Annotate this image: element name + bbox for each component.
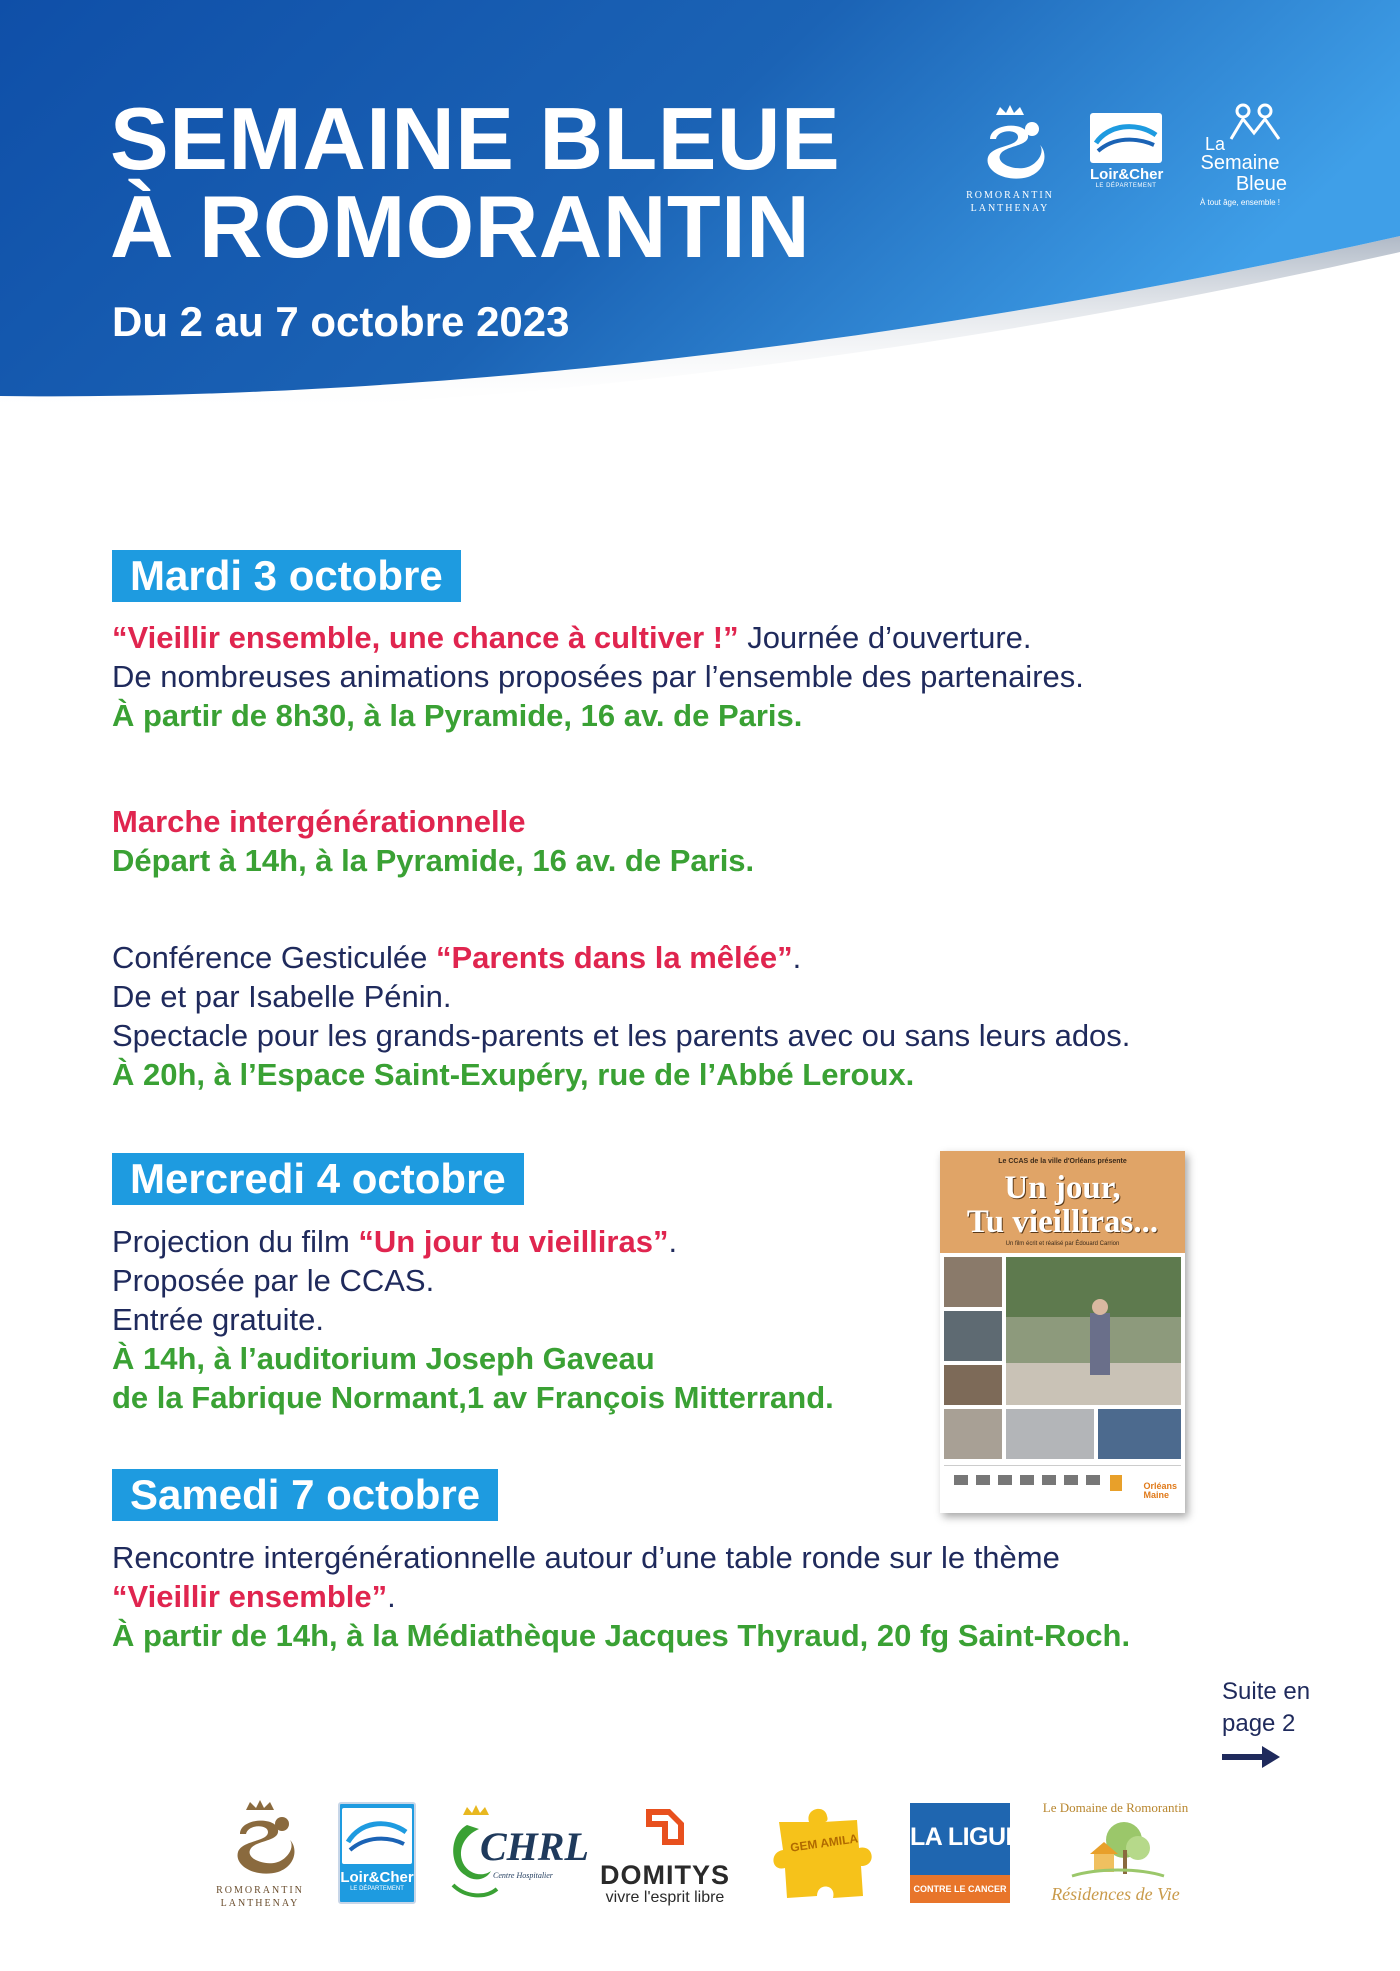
event-opening-type: Journée d’ouverture. bbox=[738, 620, 1032, 655]
event-opening-description: De nombreuses animations proposées par l’ensemble des partenaires. bbox=[112, 659, 1084, 694]
semaine-logo-la: La bbox=[1204, 134, 1226, 154]
film-poster-title-1: Un jour, bbox=[1004, 1170, 1121, 1206]
page-title bbox=[110, 89, 841, 276]
suite-line-1: Suite en bbox=[1222, 1678, 1311, 1705]
footer-la-ligue-logo bbox=[910, 1803, 1022, 1903]
event-walk bbox=[112, 802, 754, 880]
romorantin-logo-line-1: ROMORANTIN bbox=[966, 190, 1054, 201]
event-round-table-title: “Vieillir ensemble” bbox=[112, 1579, 388, 1614]
domitys-emblem-icon bbox=[640, 1805, 690, 1855]
event-film-organizer: Proposée par le CCAS. bbox=[112, 1263, 435, 1298]
day-heading-samedi: Samedi 7 octobre bbox=[112, 1469, 498, 1521]
event-conference-description: Spectacle pour les grands-parents et les parents avec ou sans leurs ados. bbox=[112, 1018, 1131, 1053]
footer-romorantin-line-2: LANTHENAY bbox=[220, 1898, 300, 1909]
event-conference bbox=[112, 938, 1130, 1094]
event-film bbox=[112, 1222, 834, 1417]
romorantin-logo bbox=[955, 105, 1065, 214]
event-film-title: “Un jour tu vieilliras” bbox=[358, 1224, 669, 1259]
header-banner bbox=[0, 0, 1400, 420]
footer-loir-et-cher-name: Loir&Cher bbox=[340, 1869, 414, 1886]
footer-domitys-logo bbox=[590, 1805, 740, 1905]
salamander-crown-icon bbox=[970, 105, 1050, 183]
title-line-2: À ROMORANTIN bbox=[110, 177, 811, 276]
footer-gem-amila-logo bbox=[765, 1800, 885, 1908]
footer-domitys-tagline: vivre l'esprit libre bbox=[605, 1889, 725, 1906]
film-poster-presents: Le CCAS de la ville d'Orléans présente bbox=[998, 1158, 1127, 1165]
event-round-table bbox=[112, 1538, 1130, 1655]
footer-chrl-logo bbox=[445, 1805, 589, 1905]
footer-chrl-subtitle: Centre Hospitalier bbox=[493, 1871, 553, 1880]
semaine-logo-bleue: Bleue bbox=[1235, 173, 1287, 195]
event-film-info-1: À 14h, à l’auditorium Joseph Gaveau bbox=[112, 1341, 655, 1376]
footer-la-ligue-subtitle: CONTRE LE CANCER bbox=[910, 1875, 1010, 1903]
title-line-1: SEMAINE BLEUE bbox=[110, 89, 841, 188]
film-poster-credit: Un film écrit et réalisé par Édouard Carrion bbox=[1005, 1241, 1120, 1247]
footer-la-ligue-name: LA LIGUE bbox=[910, 1823, 1022, 1851]
film-poster-organizer bbox=[1143, 1482, 1177, 1500]
loir-et-cher-subtitle: LE DÉPARTEMENT bbox=[1095, 183, 1157, 189]
event-film-info-2: de la Fabrique Normant,1 av François Mitterrand. bbox=[112, 1380, 834, 1415]
footer-domaine-tagline: Résidences de Vie bbox=[1051, 1884, 1180, 1904]
event-conference-info: À 20h, à l’Espace Saint-Exupéry, rue de l’Abbé Leroux. bbox=[112, 1057, 915, 1092]
film-poster-photos bbox=[940, 1253, 1185, 1513]
loir-et-cher-wave-icon bbox=[342, 1808, 412, 1864]
day-heading-mardi: Mardi 3 octobre bbox=[112, 550, 461, 602]
event-walk-info: Départ à 14h, à la Pyramide, 16 av. de Paris. bbox=[112, 843, 755, 878]
event-walk-title: Marche intergénérationnelle bbox=[112, 804, 526, 839]
day-heading-mercredi: Mercredi 4 octobre bbox=[112, 1153, 524, 1205]
footer-chrl-name: CHRL bbox=[480, 1824, 589, 1869]
event-opening-day bbox=[112, 618, 1084, 735]
loir-et-cher-emblem bbox=[1090, 113, 1162, 163]
tree-house-icon bbox=[1068, 1820, 1168, 1882]
semaine-logo-semaine: Semaine bbox=[1200, 152, 1280, 174]
event-film-period: . bbox=[668, 1224, 678, 1259]
event-conference-author: De et par Isabelle Pénin. bbox=[112, 979, 452, 1014]
footer-loir-et-cher-emblem bbox=[342, 1808, 412, 1864]
date-range: Du 2 au 7 octobre 2023 bbox=[112, 298, 570, 345]
event-round-table-info: À partir de 14h, à la Médiathèque Jacques Thyraud, 20 fg Saint-Roch. bbox=[112, 1618, 1131, 1653]
footer-romorantin-line-1: ROMORANTIN bbox=[216, 1885, 304, 1896]
event-conference-type: Conférence Gesticulée bbox=[112, 940, 436, 975]
footer-domitys-name: DOMITYS bbox=[599, 1860, 730, 1890]
film-poster-title bbox=[940, 1171, 1185, 1239]
film-poster-org-1: Orléans bbox=[1143, 1481, 1177, 1491]
romorantin-logo-line-2: LANTHENAY bbox=[970, 203, 1050, 214]
footer-romorantin-logo bbox=[205, 1800, 315, 1909]
event-film-price: Entrée gratuite. bbox=[112, 1302, 324, 1337]
event-round-table-period: . bbox=[387, 1579, 396, 1614]
continued-on-page-2[interactable] bbox=[1222, 1676, 1310, 1777]
footer-domaine-romorantin-logo bbox=[1033, 1800, 1198, 1910]
loir-et-cher-logo bbox=[1090, 113, 1162, 205]
suite-line-2: page 2 bbox=[1222, 1710, 1296, 1737]
event-film-type: Projection du film bbox=[112, 1224, 359, 1259]
event-conference-period: . bbox=[792, 940, 802, 975]
footer-loir-et-cher-subtitle: LE DÉPARTEMENT bbox=[350, 1886, 404, 1892]
event-opening-info: À partir de 8h30, à la Pyramide, 16 av. de Paris. bbox=[112, 698, 803, 733]
loir-et-cher-wave-icon bbox=[1090, 113, 1162, 163]
film-poster bbox=[940, 1151, 1185, 1513]
salamander-crown-icon bbox=[220, 1800, 300, 1878]
semaine-bleue-logo bbox=[1185, 105, 1295, 207]
puzzle-piece-icon bbox=[765, 1800, 885, 1908]
film-poster-title-2: Tu vieilliras... bbox=[966, 1204, 1159, 1240]
footer-loir-et-cher-logo bbox=[338, 1802, 416, 1904]
film-poster-org-2: Maine bbox=[1143, 1490, 1169, 1500]
arrow-right-icon bbox=[1222, 1746, 1280, 1768]
people-icon bbox=[1227, 103, 1287, 143]
footer-gem-amila-name: GEM AMILA bbox=[789, 1831, 859, 1855]
footer-domaine-name: Le Domaine de Romorantin bbox=[1042, 1800, 1189, 1815]
event-opening-title: “Vieillir ensemble, une chance à cultiver !” bbox=[112, 620, 739, 655]
loir-et-cher-name: Loir&Cher bbox=[1090, 166, 1164, 183]
event-round-table-description: Rencontre intergénérationnelle autour d’une table ronde sur le thème bbox=[112, 1540, 1060, 1575]
semaine-logo-tagline: À tout âge, ensemble ! bbox=[1199, 198, 1281, 207]
event-conference-title: “Parents dans la mêlée” bbox=[435, 940, 793, 975]
